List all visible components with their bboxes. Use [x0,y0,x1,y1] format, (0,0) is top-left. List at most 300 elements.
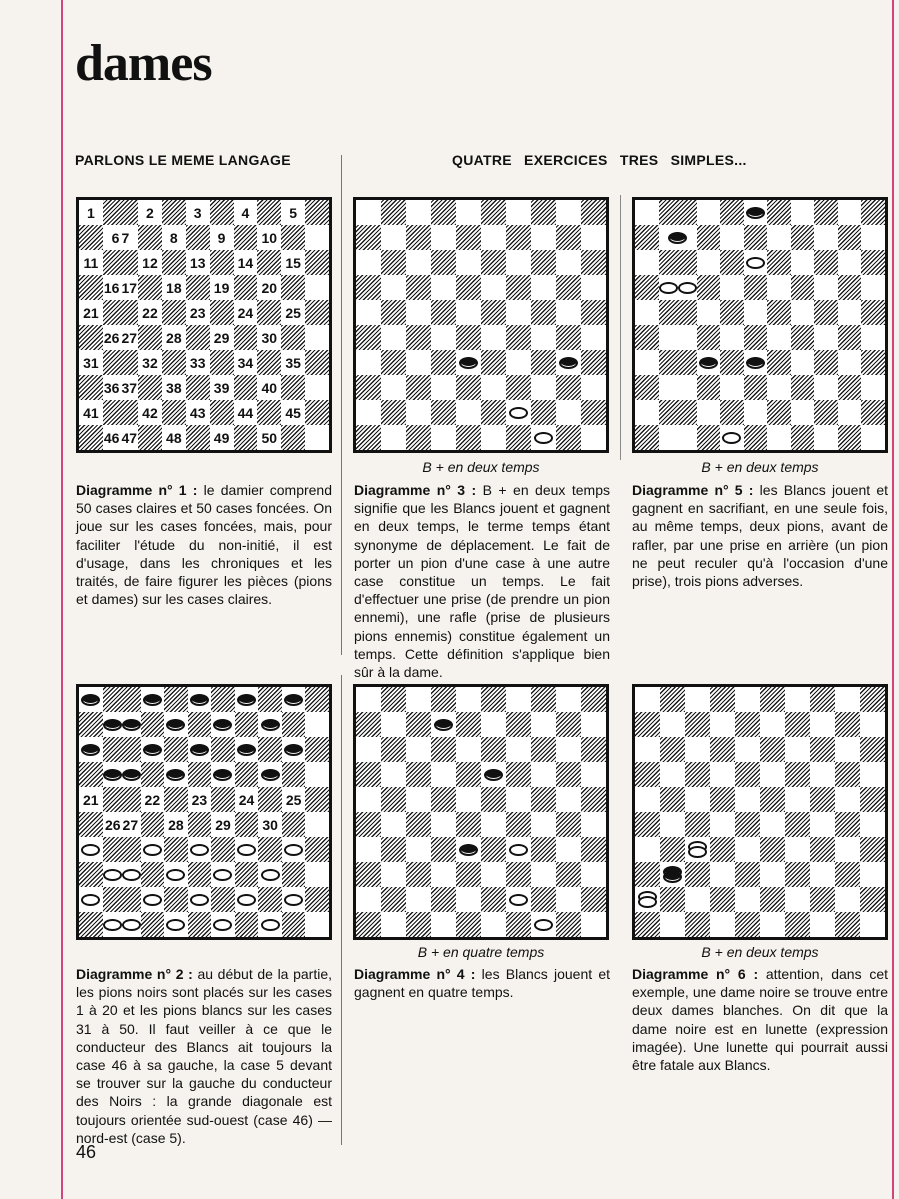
dark-square [186,425,210,450]
dark-square [785,812,810,837]
light-square [79,737,103,762]
dark-square [635,325,659,350]
dark-square [79,375,103,400]
dark-square [211,687,235,712]
white-dame [688,841,707,858]
dark-square [481,737,506,762]
light-square [234,200,258,225]
light-square [138,200,162,225]
light-square [506,737,531,762]
dark-square [581,200,606,225]
dark-square [481,887,506,912]
dark-square [660,787,685,812]
black-pawn [668,232,687,244]
dark-square [635,375,659,400]
light-square [685,687,710,712]
dark-square [162,350,186,375]
light-square [186,200,210,225]
light-square [79,837,103,862]
light-square [735,687,760,712]
dark-square [860,837,885,862]
light-square [138,350,162,375]
light-square [141,787,165,812]
black-pawn [166,719,185,731]
dark-square [456,225,481,250]
dark-square [188,862,212,887]
white-pawn [103,919,122,931]
dark-square [210,200,234,225]
white-pawn [284,894,303,906]
light-square [381,375,406,400]
dark-square [258,787,282,812]
light-square [356,250,381,275]
dark-square [814,350,838,375]
square-number: 50 [261,429,278,446]
dark-square [791,275,815,300]
light-square [164,912,188,937]
black-pawn [166,769,185,781]
caption-diagram-3: B + en deux temps [422,459,540,475]
dark-square [531,837,556,862]
black-pawn [103,769,122,781]
square-number: 32 [142,354,158,371]
light-square [791,300,815,325]
dark-square [305,200,329,225]
square-number: 21 [83,304,99,321]
square-number: 30 [261,329,278,346]
light-square [282,837,306,862]
dark-square [141,762,165,787]
light-square [810,862,835,887]
light-square [720,425,744,450]
light-square [838,300,862,325]
label-diagram-6: Diagramme n° 6 : [632,966,759,982]
square-number: 5 [289,204,298,221]
dark-square [785,712,810,737]
dark-square [506,275,531,300]
square-number: 11 [83,254,99,271]
light-square [720,275,744,300]
dark-square [281,375,305,400]
body-diagram-2: au début de la partie, les pions noirs sont placés sur les cases 1 à 20 et les pions blancs sur les cases 31 à 50. Il faut veiller à ce que le conducteur des Blancs ait toujours la case 46 à sa gauche, la case 5 devant se trouver sur la gauche du conducteur des Noirs : la grande diagonale est toujours orientée sud-ouest (case 46) — nord-est (case 5). [76,966,333,1146]
dark-square [481,837,506,862]
light-square [697,400,721,425]
body-diagram-4: les Blancs jouent et gagnent en quatre temps. [354,966,611,1001]
light-square [305,225,329,250]
light-square [481,762,506,787]
dark-square [305,687,329,712]
dark-square [305,400,329,425]
light-square [79,687,103,712]
light-square [838,400,862,425]
dark-square [431,350,456,375]
dark-square [791,375,815,400]
label-diagram-1: Diagramme n° 1 : [76,482,198,498]
dark-square [305,837,329,862]
white-pawn [237,894,256,906]
dark-square [186,275,210,300]
dark-square [381,837,406,862]
light-square [103,912,141,937]
light-square [79,350,103,375]
light-square [760,712,785,737]
light-square [481,712,506,737]
dark-square [431,887,456,912]
light-square [506,400,531,425]
light-square [235,687,259,712]
light-square [720,375,744,400]
dark-square [814,400,838,425]
light-square [697,200,721,225]
black-pawn [237,694,256,706]
light-square [785,837,810,862]
light-square [431,812,456,837]
light-square [506,250,531,275]
dark-square [164,887,188,912]
square-number: 9 [217,229,226,246]
text-diagram-3 [354,481,610,681]
dark-square [234,325,258,350]
light-square [138,400,162,425]
dark-square [381,787,406,812]
dark-square [556,862,581,887]
dark-square [162,400,186,425]
light-square [406,350,431,375]
light-square [660,812,685,837]
dark-square [186,325,210,350]
light-square [381,425,406,450]
white-pawn [166,919,185,931]
light-square [660,912,685,937]
light-square [685,787,710,812]
dark-square [685,912,710,937]
dark-square [257,400,281,425]
dark-square [659,300,697,325]
light-square [531,225,556,250]
light-square [103,812,141,837]
light-square [103,425,138,450]
dark-square [305,887,329,912]
dark-square [861,200,885,225]
dark-square [697,225,721,250]
black-pawn [261,719,280,731]
square-number: 47 [121,429,138,446]
light-square [282,737,306,762]
dark-square [835,862,860,887]
dark-square [456,712,481,737]
square-number: 24 [238,791,255,808]
dark-square [103,887,141,912]
dark-square [481,787,506,812]
light-square [581,375,606,400]
dark-square [659,350,697,375]
light-square [141,737,165,762]
light-square [431,912,456,937]
dark-square [581,737,606,762]
light-square [211,812,235,837]
light-square [735,837,760,862]
dark-square [431,787,456,812]
light-square [186,300,210,325]
light-square [305,275,329,300]
dark-square [660,887,685,912]
dark-square [835,762,860,787]
white-pawn [81,844,100,856]
white-dame-bottom [688,846,707,858]
light-square [356,200,381,225]
dark-square [697,375,721,400]
light-square [210,425,234,450]
light-square [556,200,581,225]
dark-square [506,812,531,837]
dark-square [760,837,785,862]
light-square [581,812,606,837]
dark-square [257,300,281,325]
light-square [79,787,103,812]
light-square [710,812,735,837]
light-square [635,837,660,862]
dark-square [744,375,768,400]
light-square [456,737,481,762]
white-pawn [509,894,528,906]
light-square [141,687,165,712]
dark-square [381,887,406,912]
light-square [710,712,735,737]
dark-square [103,400,138,425]
light-square [767,375,791,400]
light-square [838,350,862,375]
dark-square [531,737,556,762]
light-square [235,737,259,762]
light-square [659,275,697,300]
light-square [744,350,768,375]
white-pawn [122,919,141,931]
light-square [281,250,305,275]
light-square [305,812,329,837]
light-square [635,687,660,712]
dark-square [211,837,235,862]
square-number: 42 [142,404,158,421]
square-number: 21 [82,791,99,808]
dark-square [381,200,406,225]
dark-square [635,862,660,887]
black-pawn [746,357,765,369]
dark-square [481,300,506,325]
light-square [381,712,406,737]
light-square [791,250,815,275]
dark-square [103,837,141,862]
white-pawn [213,919,232,931]
black-pawn [261,769,280,781]
dark-square [767,350,791,375]
dark-square [456,812,481,837]
light-square [785,787,810,812]
light-square [210,275,234,300]
dark-square [660,737,685,762]
light-square [456,350,481,375]
dark-square [103,787,141,812]
dark-square [531,787,556,812]
dark-square [235,762,259,787]
dark-square [556,375,581,400]
dark-square [635,225,659,250]
black-pawn [81,744,100,756]
dark-square [164,787,188,812]
dark-square [257,200,281,225]
light-square [710,912,735,937]
light-square [282,787,306,812]
dark-square [581,250,606,275]
dark-square [79,425,103,450]
dark-square [356,812,381,837]
dark-square [164,687,188,712]
light-square [860,862,885,887]
light-square [79,200,103,225]
square-number: 26 [103,329,120,346]
light-square [744,300,768,325]
light-square [79,400,103,425]
light-square [531,762,556,787]
light-square [791,350,815,375]
light-square [381,812,406,837]
dark-square [406,812,431,837]
light-square [531,712,556,737]
dark-square [861,250,885,275]
dark-square [860,737,885,762]
dark-square [103,200,138,225]
light-square [186,250,210,275]
light-square [164,762,188,787]
light-square [103,375,138,400]
dark-square [838,325,862,350]
white-pawn [509,407,528,419]
dark-square [685,762,710,787]
light-square [767,325,791,350]
light-square [710,862,735,887]
dark-square [767,250,791,275]
light-square [356,737,381,762]
dark-square [141,812,165,837]
dark-square [767,400,791,425]
light-square [767,225,791,250]
dark-square [635,425,659,450]
square-number: 20 [261,279,278,296]
dark-square [258,687,282,712]
light-square [406,300,431,325]
light-square [356,300,381,325]
black-dame [663,866,682,883]
light-square [188,787,212,812]
black-pawn [484,769,503,781]
light-square [188,837,212,862]
light-square [760,762,785,787]
dark-square [556,912,581,937]
light-square [281,400,305,425]
light-square [356,837,381,862]
light-square [162,375,186,400]
light-square [305,762,329,787]
dark-square [814,200,838,225]
square-number: 2 [146,204,154,221]
square-number: 27 [122,816,139,833]
dark-square [281,425,305,450]
white-pawn [261,919,280,931]
board-diagram-6 [632,684,888,940]
light-square [79,250,103,275]
square-number: 30 [262,816,278,833]
dark-square [431,400,456,425]
dark-square [814,300,838,325]
light-square [860,762,885,787]
dark-square [531,300,556,325]
light-square [138,250,162,275]
light-square [406,837,431,862]
light-square [556,737,581,762]
light-square [211,712,235,737]
label-diagram-3: Diagramme n° 3 : [354,482,477,498]
dark-square [685,812,710,837]
dark-square [456,325,481,350]
light-square [210,225,234,250]
dark-square [234,225,258,250]
dark-square [838,375,862,400]
light-square [810,712,835,737]
dark-square [188,812,212,837]
dark-square [556,325,581,350]
light-square [281,350,305,375]
light-square [838,250,862,275]
square-number: 34 [237,354,254,371]
dark-square [744,275,768,300]
light-square [760,912,785,937]
dark-square [258,837,282,862]
dark-square [556,425,581,450]
light-square [282,687,306,712]
light-square [431,712,456,737]
dark-square [581,837,606,862]
dark-square [835,912,860,937]
dark-square [710,737,735,762]
dark-square [141,862,165,887]
dark-square [760,887,785,912]
dark-square [785,762,810,787]
board-diagram-1 [76,197,332,453]
dark-square [356,762,381,787]
light-square [103,762,141,787]
dark-square [406,425,431,450]
dark-square [720,350,744,375]
light-square [581,712,606,737]
dark-square [356,425,381,450]
white-pawn [678,282,697,294]
square-number: 16 [103,279,120,296]
dark-square [141,712,165,737]
dark-square [531,250,556,275]
column-divider-right [620,195,621,460]
square-number: 46 [103,429,120,446]
light-square [760,862,785,887]
light-square [381,275,406,300]
light-square [710,762,735,787]
light-square [635,787,660,812]
light-square [257,225,281,250]
light-square [431,325,456,350]
black-pawn [434,719,453,731]
text-diagram-2 [76,965,332,1147]
light-square [785,887,810,912]
square-number: 15 [285,254,301,271]
light-square [162,325,186,350]
